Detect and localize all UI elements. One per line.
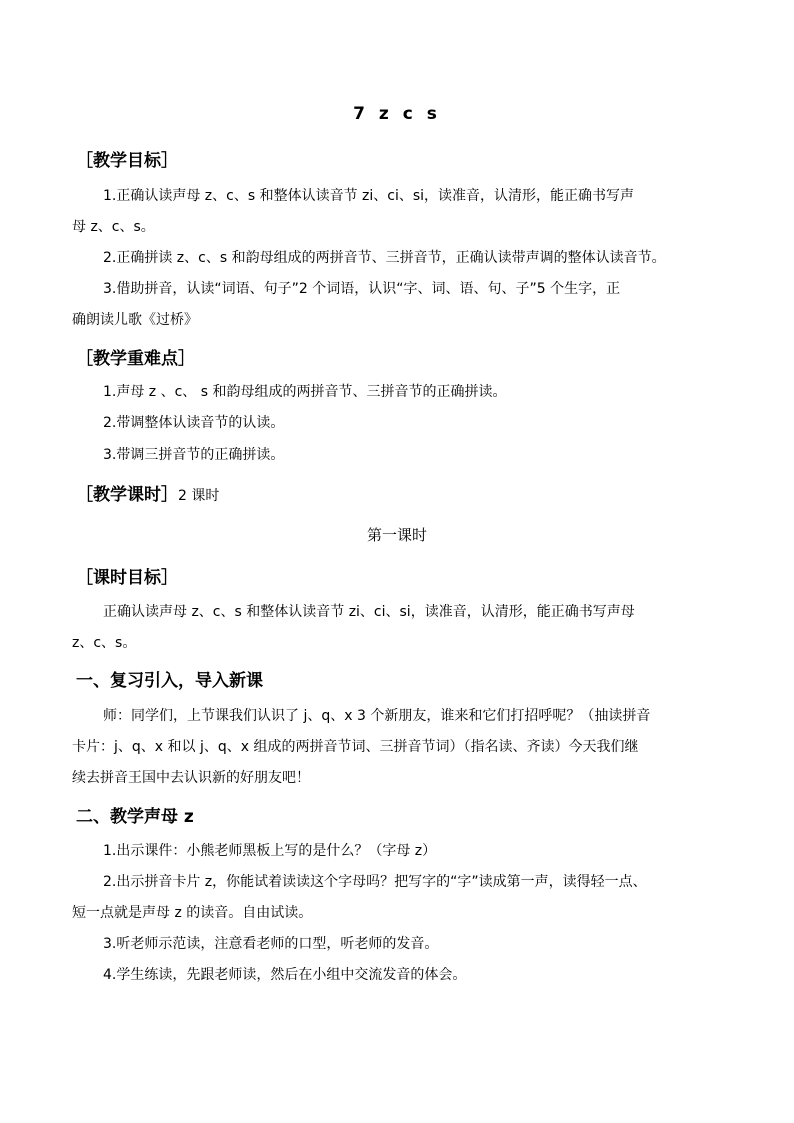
key-point-1: 1.声母 z 、c、 s 和韵母组成的两拼音节、三拼音节的正确拼读。	[103, 384, 507, 400]
key-point-3: 3.带调三拼音节的正确拼读。	[103, 447, 285, 463]
part-2-item-1: 1.出示课件：小熊老师黑板上写的是什么？（字母 z）	[103, 843, 437, 859]
hours-heading	[76, 480, 219, 505]
hours-value: 2 课时	[178, 488, 220, 504]
part-2-heading: 二、教学声母 z	[76, 807, 194, 827]
lesson-goal-line-2: z、c、s。	[72, 635, 137, 651]
part-2-item-3: 3.听老师示范读，注意看老师的口型，听老师的发音。	[103, 936, 439, 952]
goal-2: 2.正确拼读 z、c、s 和韵母组成的两拼音节、三拼音节，正确认读带声调的整体认读音节。	[103, 250, 666, 266]
goal-1-line-2: 母 z、c、s。	[72, 219, 155, 235]
lesson-1-title: 第一课时	[366, 526, 427, 544]
goal-3-line-2: 确朗读儿歌《过桥》	[72, 312, 198, 328]
part-1-line-3: 续去拼音王国中去认识新的好朋友吧！	[72, 770, 310, 786]
part-2-item-2-line-2: 短一点就是声母 z 的读音。自由试读。	[72, 905, 313, 921]
lesson-goal-line-1: 正确认读声母 z、c、s 和整体认读音节 zi、ci、si，读准音，认清形，能正确书写声母	[103, 604, 635, 620]
key-points-heading: ［教学重难点］	[76, 349, 195, 369]
hours-heading-label: ［教学课时］	[76, 485, 178, 505]
key-point-2: 2.带调整体认读音节的认读。	[103, 415, 285, 431]
goal-3-line-1: 3.借助拼音，认读“词语、句子”2 个词语，认识“字、词、语、句、子”5 个生字，正	[103, 281, 621, 297]
part-1-line-2: 卡片：j、q、x 和以 j、q、x 组成的两拼音节词、三拼音节词）（指名读、齐读）今天我们继	[72, 739, 639, 755]
part-1-heading: 一、复习引入，导入新课	[76, 671, 263, 691]
part-2-item-2-line-1: 2.出示拼音卡片 z，你能试着读读这个字母吗？把写字的“字”读成第一声，读得轻一点、	[103, 874, 647, 890]
part-1-line-1: 师：同学们，上节课我们认识了 j、q、x 3 个新朋友，谁来和它们打招呼呢？（抽读拼音	[103, 708, 651, 724]
page-title: 7 z c s	[353, 104, 441, 124]
part-2-item-4: 4.学生练读，先跟老师读，然后在小组中交流发音的体会。	[103, 967, 467, 983]
goals-heading: ［教学目标］	[76, 151, 178, 171]
goal-1-line-1: 1.正确认读声母 z、c、s 和整体认读音节 zi、ci、si，读准音，认清形，能正确书写声	[103, 188, 635, 204]
lesson-goal-heading: ［课时目标］	[76, 568, 178, 588]
